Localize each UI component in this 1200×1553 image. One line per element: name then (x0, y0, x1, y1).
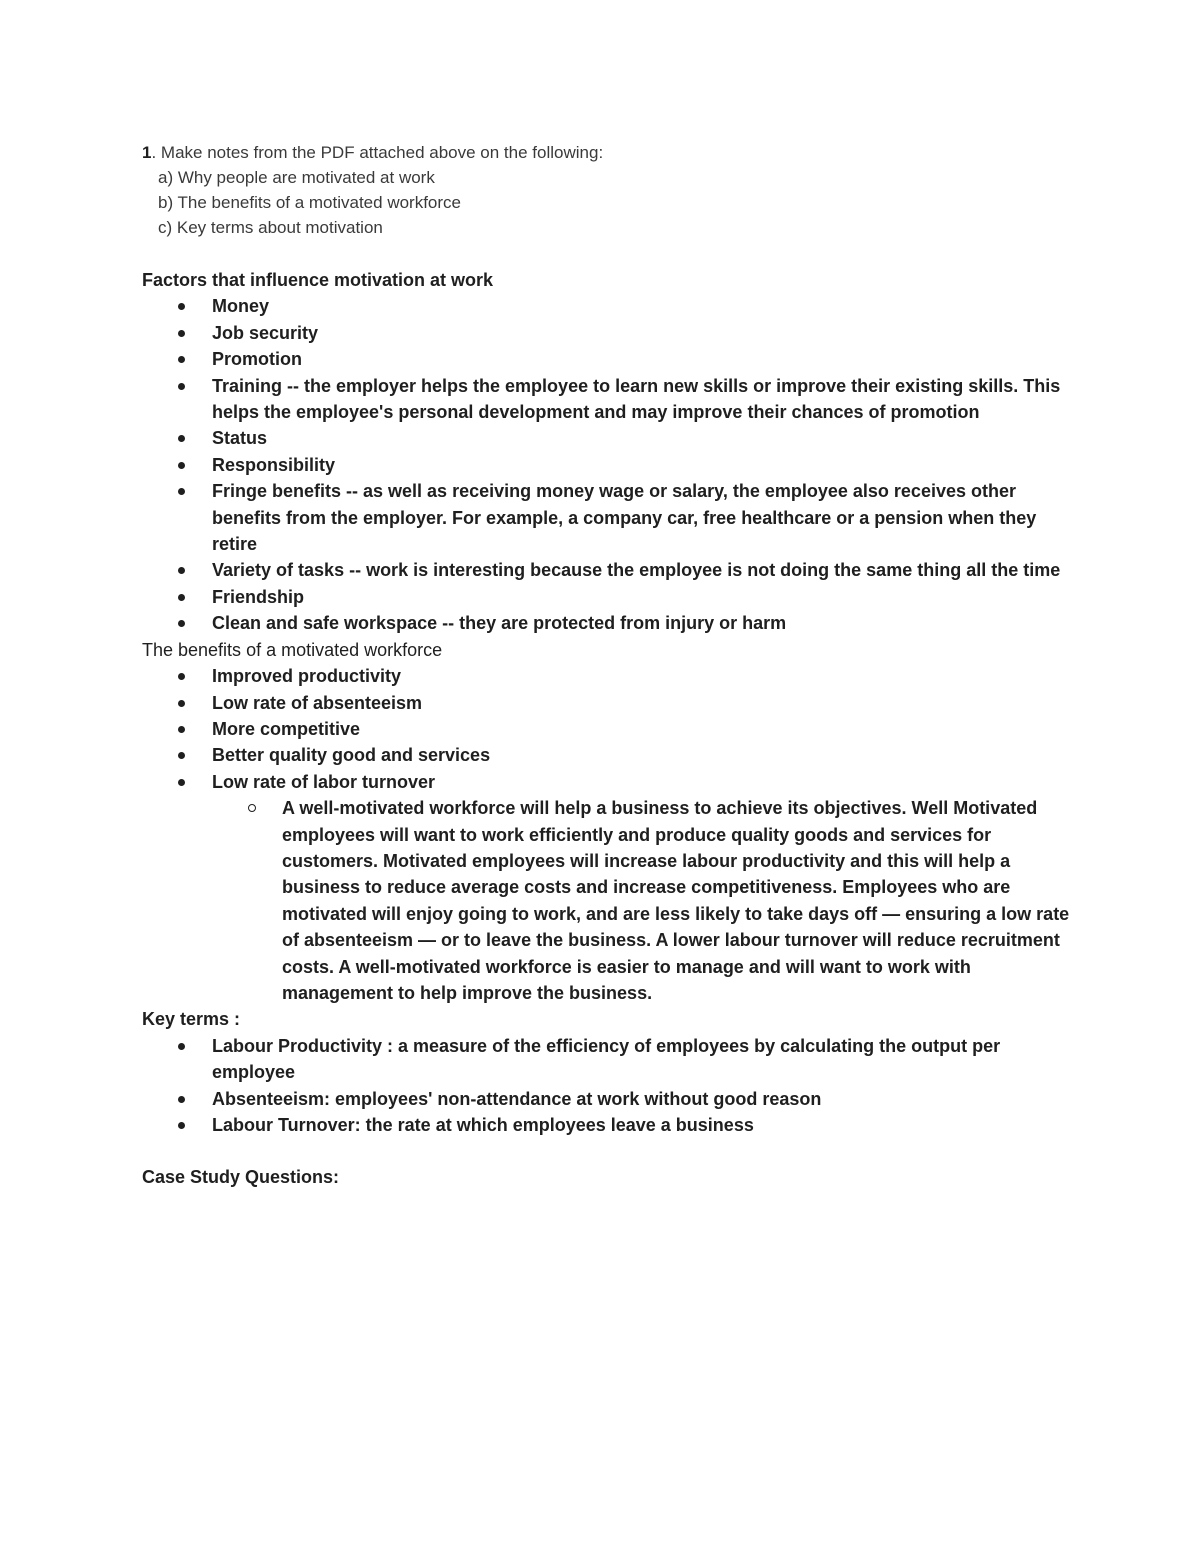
list-item-text: Status (212, 428, 268, 449)
list-item-text: Variety of tasks -- work is interesting because the employee is not doing the same thing all the time (212, 560, 1061, 581)
list-item (142, 373, 1072, 426)
list-item (142, 1112, 1072, 1138)
list-item (142, 293, 1072, 319)
list-item-text: Labour Turnover: the rate at which employees leave a business (212, 1115, 754, 1135)
list-item-text: Improved productivity (212, 666, 402, 687)
bullet-icon (178, 700, 185, 707)
bullet-icon (178, 488, 185, 495)
list-item (142, 425, 1072, 451)
bullet-icon (178, 1043, 185, 1050)
bullet-icon (178, 330, 185, 337)
list-item-text: Fringe benefits -- as well as receiving money wage or salary, the employee also receives other benefits from the employer. For example, a company car, free healthcare or a pension when they retire (212, 481, 1037, 555)
question-part-c: c) Key terms about motivation (158, 218, 383, 237)
key-terms-heading: Key terms : (142, 1009, 241, 1030)
list-item (142, 610, 1072, 636)
factors-heading: Factors that influence motivation at work (142, 270, 494, 290)
list-item (142, 584, 1072, 610)
bullet-icon (178, 779, 185, 786)
list-item-text: Promotion (212, 349, 302, 370)
bullet-icon (178, 620, 185, 627)
sub-list-item (142, 795, 1072, 1006)
benefits-heading: The benefits of a motivated workforce (142, 639, 443, 660)
bullet-icon (178, 462, 185, 469)
list-item (142, 452, 1072, 478)
bullet-icon (178, 303, 185, 310)
bullet-icon (178, 356, 185, 363)
list-item-text: Clean and safe workspace -- they are protected from injury or harm (212, 613, 787, 634)
benefits-list (142, 663, 1072, 1006)
list-item-text: Training -- the employer helps the employee to learn new skills or improve their existing skills. This helps the employee's personal development and may improve their chances of promotion (212, 375, 1061, 423)
bullet-icon (178, 383, 185, 390)
list-item-text: Low rate of labor turnover (212, 771, 436, 792)
list-item (142, 478, 1072, 557)
list-item (142, 346, 1072, 372)
question-part-b: b) The benefits of a motivated workforce (158, 193, 462, 212)
list-item-text: Better quality good and services (212, 745, 491, 766)
bullet-icon (178, 594, 185, 601)
list-item (142, 320, 1072, 346)
list-item-text: More competitive (212, 718, 361, 739)
factors-list (142, 293, 1072, 636)
list-item (142, 557, 1072, 583)
list-item-text: Friendship (212, 586, 305, 607)
list-item (142, 742, 1072, 768)
bullet-icon (178, 1122, 185, 1129)
bullet-icon (178, 435, 185, 442)
list-item (142, 769, 1072, 1007)
list-item-text: Low rate of absenteeism (212, 692, 423, 713)
bullet-icon (178, 567, 185, 574)
case-study-heading: Case Study Questions: (142, 1167, 340, 1188)
list-item-text: Absenteeism: employees' non-attendance at work without good reason (212, 1088, 822, 1109)
question-number: 1 (142, 143, 152, 162)
list-item-text: Money (212, 296, 270, 317)
list-item-text: Labour Productivity : a measure of the efficiency of employees by calculating the output per employee (212, 1035, 1001, 1083)
bullet-icon (178, 673, 185, 680)
list-item-text: Responsibility (212, 454, 336, 475)
bullet-icon (178, 726, 185, 733)
benefits-sublist (212, 795, 1072, 1006)
hollow-bullet-icon (248, 804, 256, 812)
question-text: . Make notes from the PDF attached above on the following: (151, 143, 604, 162)
question-part-a: a) Why people are motivated at work (158, 168, 435, 187)
list-item (142, 1086, 1072, 1112)
list-item (142, 690, 1072, 716)
list-item-text: Job security (212, 322, 319, 343)
bullet-icon (178, 752, 185, 759)
document-page (142, 140, 1072, 1191)
list-item (142, 1033, 1072, 1086)
list-item (142, 663, 1072, 689)
list-item (142, 716, 1072, 742)
sub-list-item-text: A well-motivated workforce will help a business to achieve its objectives. Well Motivated employees will want to work efficiently and produce quality goods and services for customers. Motivated employees will increase labour productivity and this will help a business to reduce average costs and increase competitiveness. Employees who are motivated will enjoy going to work, and are less likely to take days off — ensuring a low rate of absenteeism — or to leave the business. A lower labour turnover will reduce recruitment costs. A well-motivated workforce is easier to manage and will want to work with management to help improve the business. (282, 798, 1070, 1003)
key-terms-list (142, 1033, 1072, 1139)
question-prompt (142, 140, 1072, 165)
bullet-icon (178, 1096, 185, 1103)
